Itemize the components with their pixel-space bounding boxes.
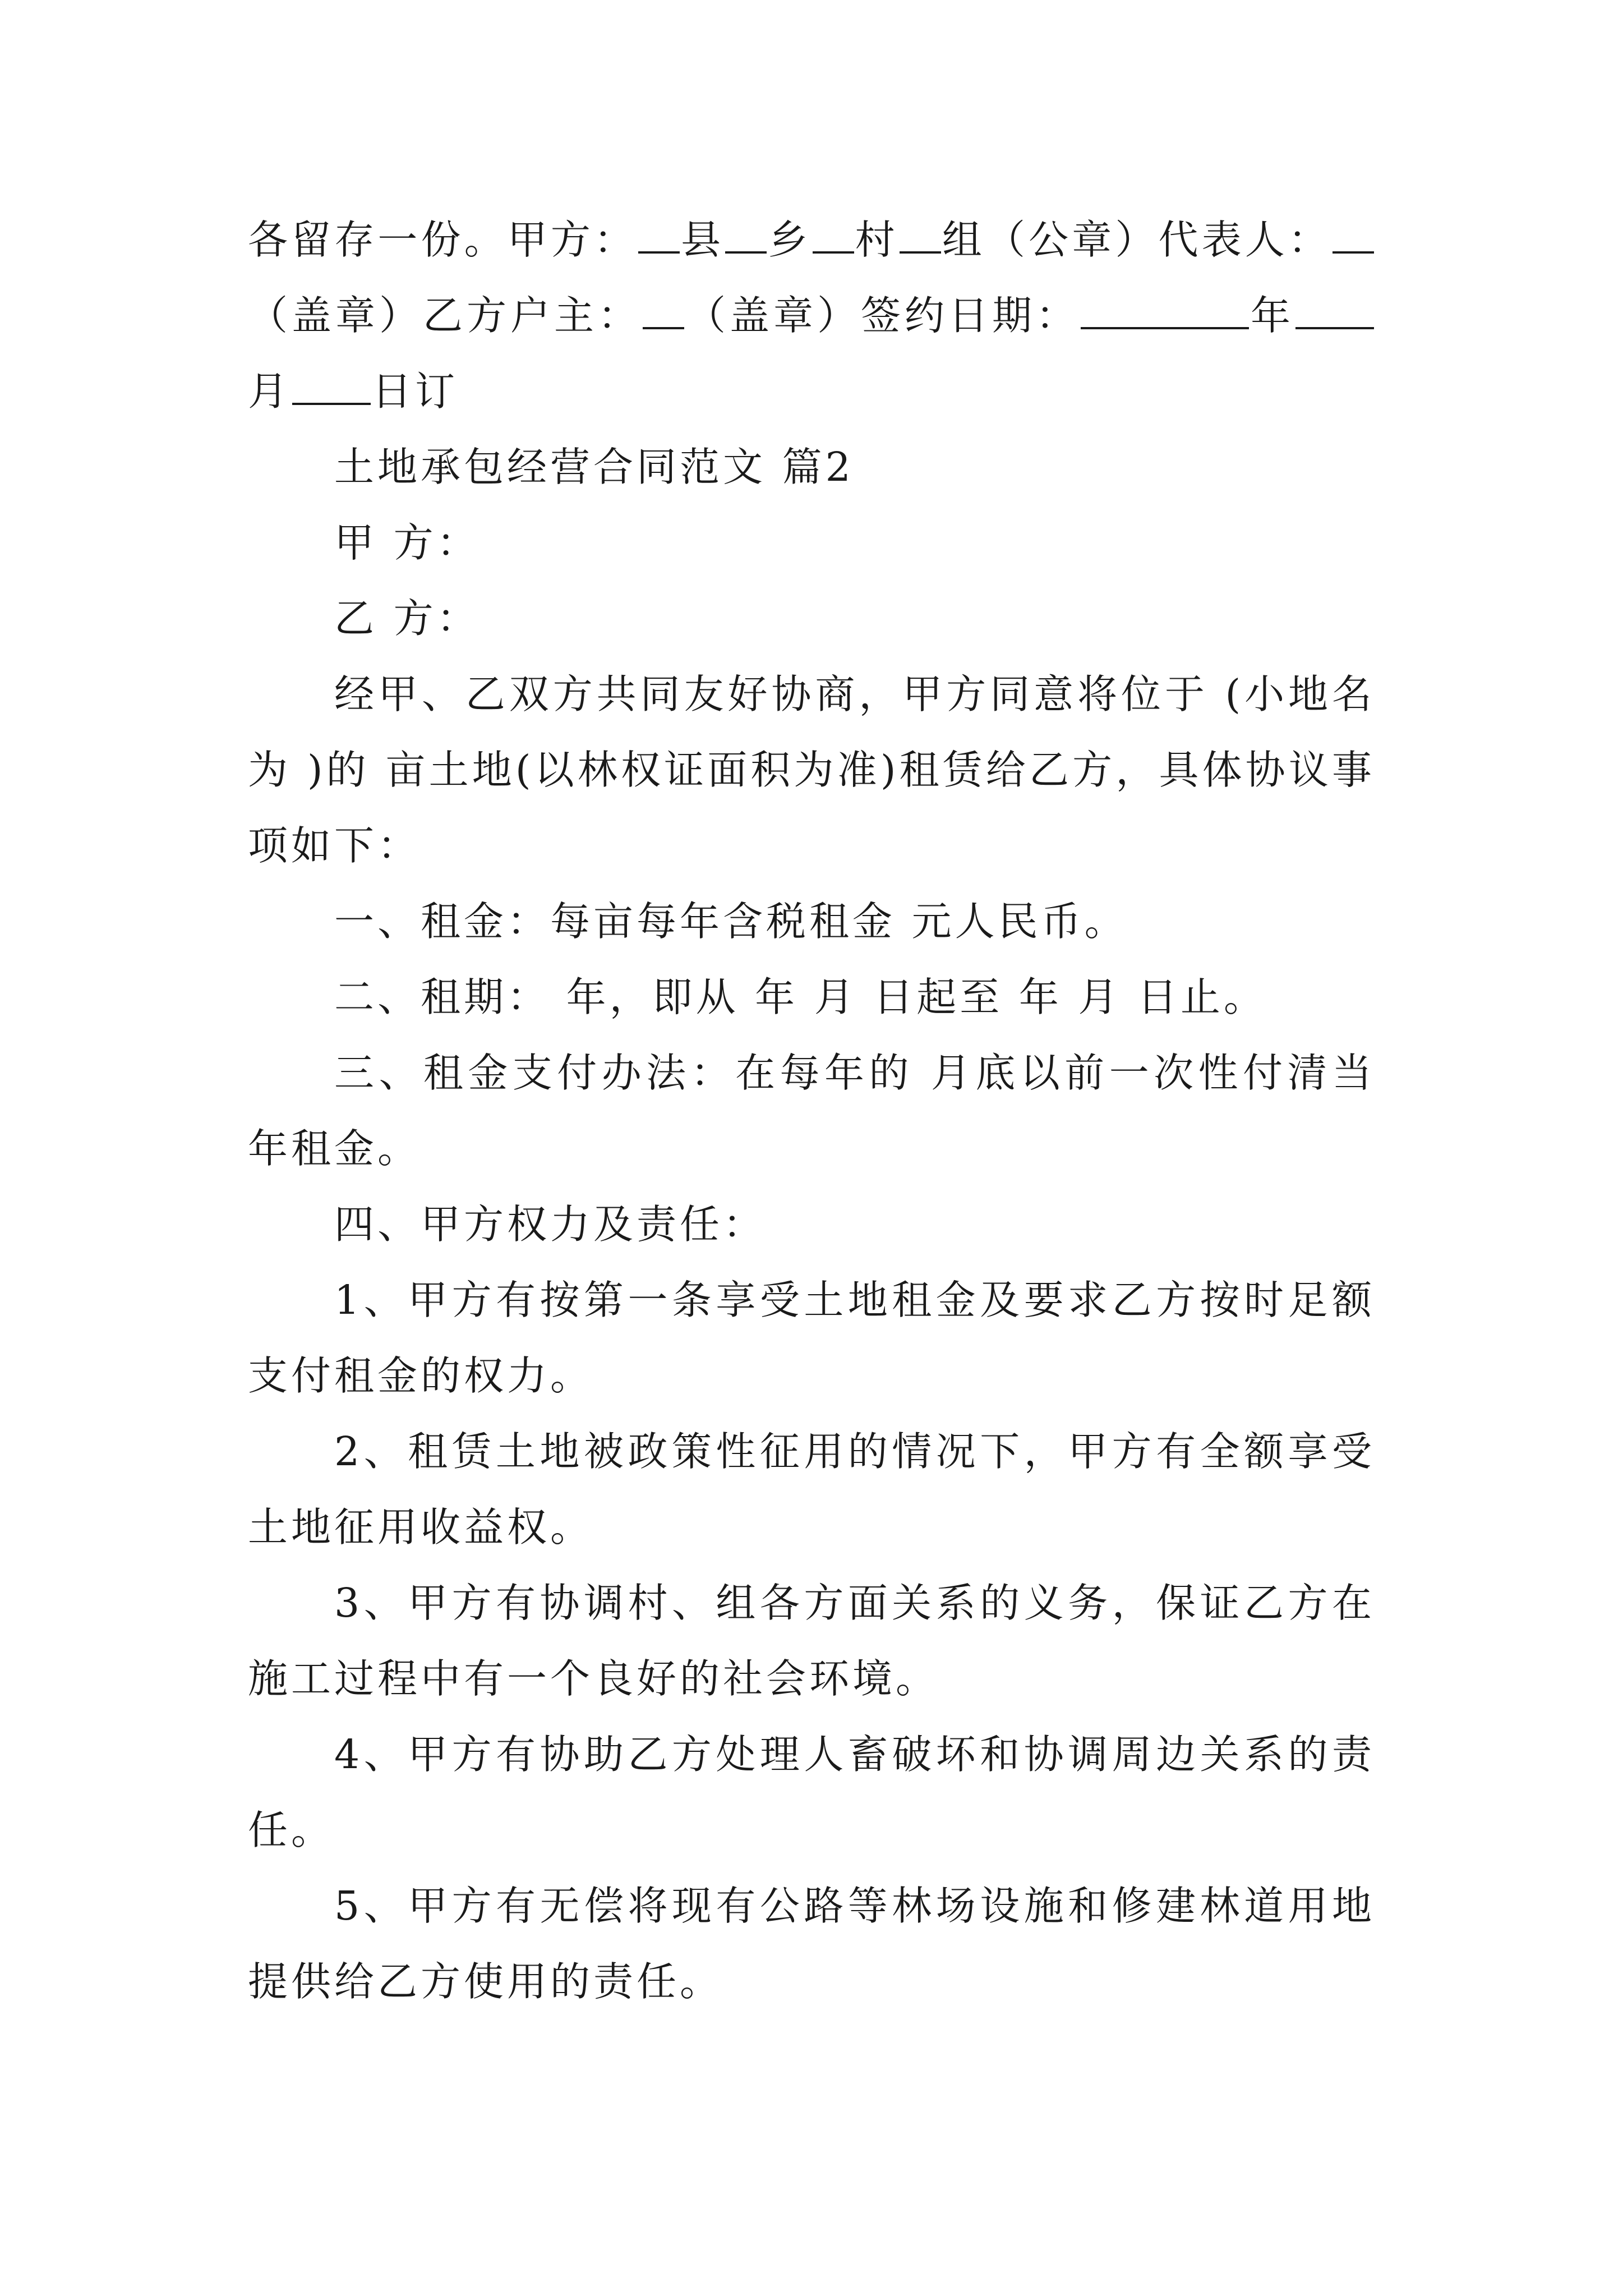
body-paragraph-rent: 一、租金：每亩每年含税租金 元人民币。 bbox=[334, 898, 1128, 945]
party-b-line: 乙 方： bbox=[334, 595, 480, 642]
body-paragraph-item-5: 5、甲方有无偿将现有公路等林场设施和修建林道用地提供给乙方使用的责任。 bbox=[248, 1883, 1375, 2005]
body-paragraph-item-4: 4、甲方有协助乙方处理人畜破坏和协调周边关系的责任。 bbox=[248, 1731, 1375, 1853]
blank-line bbox=[292, 358, 371, 405]
text-fragment: 月 bbox=[248, 368, 292, 415]
text-fragment: （盖章）签约日期： bbox=[685, 292, 1080, 339]
blank-line bbox=[638, 206, 680, 254]
text-fragment: 组（公章）代表人： bbox=[942, 217, 1331, 263]
body-paragraph-item-2: 2、租赁土地被政策性征用的情况下，甲方有全额享受土地征用收益权。 bbox=[248, 1428, 1375, 1550]
text-fragment: 日订 bbox=[372, 368, 459, 415]
text-fragment: 乡 bbox=[768, 217, 811, 263]
section-title: 土地承包经营合同范文 篇2 bbox=[334, 444, 854, 490]
text-fragment: （盖章）乙方户主： bbox=[248, 292, 642, 339]
text-fragment: 年 bbox=[1249, 292, 1294, 339]
blank-line bbox=[725, 206, 767, 254]
blank-line bbox=[1332, 206, 1374, 254]
continuation-paragraph bbox=[248, 202, 1375, 429]
text-fragment: 村 bbox=[855, 217, 898, 263]
text-fragment: 县 bbox=[681, 217, 725, 263]
blank-line bbox=[643, 282, 684, 329]
blank-line bbox=[900, 206, 941, 254]
body-paragraph-item-3: 3、甲方有协调村、组各方面关系的义务，保证乙方在施工过程中有一个良好的社会环境。 bbox=[248, 1580, 1375, 1702]
text-fragment: 各留存一份。甲方： bbox=[248, 217, 638, 263]
body-paragraph-term: 二、租期： 年，即从 年 月 日起至 年 月 日止。 bbox=[334, 974, 1267, 1020]
body-paragraph-item-1: 1、甲方有按第一条享受土地租金及要求乙方按时足额支付租金的权力。 bbox=[248, 1277, 1375, 1399]
body-paragraph-payment: 三、租金支付办法：在每年的 月底以前一次性付清当年租金。 bbox=[248, 1050, 1375, 1172]
body-paragraph-intro: 经甲、乙双方共同友好协商，甲方同意将位于 (小地名为 )的 亩土地(以林权证面积为准)租赁给乙方，具体协议事项如下： bbox=[248, 671, 1375, 869]
blank-line bbox=[1295, 282, 1374, 329]
party-a-line: 甲 方： bbox=[334, 519, 480, 566]
document-body bbox=[248, 202, 1375, 2019]
blank-line bbox=[813, 206, 854, 254]
body-paragraph-party-a-rights: 四、甲方权力及责任： bbox=[334, 1201, 767, 1248]
blank-line bbox=[1081, 282, 1249, 329]
